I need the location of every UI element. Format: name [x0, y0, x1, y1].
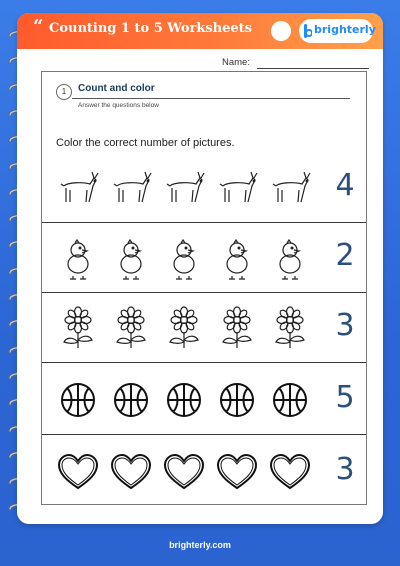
task-title-underline [72, 98, 350, 99]
quote-icon: “ [33, 16, 44, 37]
heart-icon[interactable] [268, 450, 312, 494]
basketball-icon[interactable] [162, 378, 206, 422]
row-divider [42, 292, 366, 293]
target-count: 5 [335, 380, 355, 415]
target-count: 3 [335, 308, 355, 343]
picture-row [42, 154, 366, 224]
picture-row [42, 366, 366, 436]
header-circle-icon [271, 21, 291, 41]
worksheet [17, 13, 383, 524]
target-count: 4 [335, 168, 355, 203]
deer-icon[interactable] [215, 166, 259, 210]
chick-icon[interactable] [56, 236, 100, 280]
row-divider [42, 434, 366, 435]
chick-icon[interactable] [268, 236, 312, 280]
flower-icon[interactable] [109, 306, 153, 350]
heart-icon[interactable] [109, 450, 153, 494]
deer-icon[interactable] [56, 166, 100, 210]
deer-icon[interactable] [268, 166, 312, 210]
exercise-box [41, 71, 367, 505]
basketball-icon[interactable] [268, 378, 312, 422]
heart-icon[interactable] [215, 450, 259, 494]
chick-icon[interactable] [215, 236, 259, 280]
name-label: Name: [222, 57, 250, 68]
flower-icon[interactable] [56, 306, 100, 350]
picture-row [42, 438, 366, 508]
name-line [257, 68, 369, 69]
instruction-text: Color the correct number of pictures. [56, 137, 235, 149]
target-count: 2 [335, 238, 355, 273]
logo-mark-icon [304, 24, 312, 38]
row-divider [42, 362, 366, 363]
picture-row [42, 224, 366, 294]
picture-row [42, 294, 366, 364]
deer-icon[interactable] [109, 166, 153, 210]
row-divider [42, 222, 366, 223]
worksheet-title: Counting 1 to 5 Worksheets [49, 21, 252, 36]
task-subtitle: Answer the questions below [78, 102, 159, 109]
task-title: Count and color [78, 83, 155, 94]
basketball-icon[interactable] [215, 378, 259, 422]
deer-icon[interactable] [162, 166, 206, 210]
basketball-icon[interactable] [56, 378, 100, 422]
header-bar [17, 13, 383, 49]
flower-icon[interactable] [215, 306, 259, 350]
basketball-icon[interactable] [109, 378, 153, 422]
task-number: 1 [56, 84, 72, 100]
logo-text: brighterly [314, 23, 376, 36]
heart-icon[interactable] [162, 450, 206, 494]
footer-url: brighterly.com [169, 540, 231, 550]
target-count: 3 [335, 452, 355, 487]
chick-icon[interactable] [109, 236, 153, 280]
heart-icon[interactable] [56, 450, 100, 494]
flower-icon[interactable] [162, 306, 206, 350]
chick-icon[interactable] [162, 236, 206, 280]
flower-icon[interactable] [268, 306, 312, 350]
